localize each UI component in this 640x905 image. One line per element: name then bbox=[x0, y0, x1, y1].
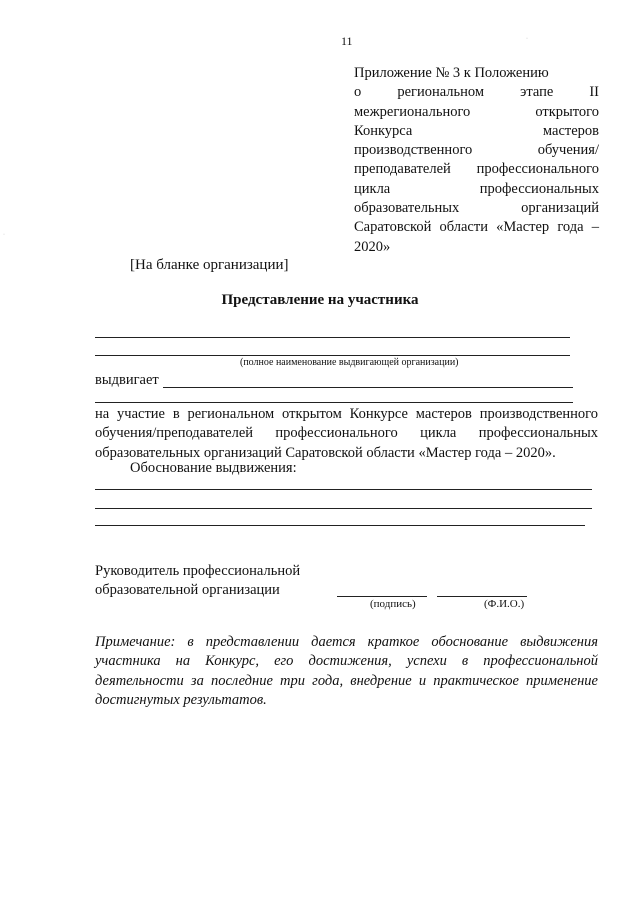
justification-line-1 bbox=[95, 489, 592, 490]
annex-line: 2020» bbox=[354, 238, 391, 255]
justification-line-2 bbox=[95, 508, 592, 509]
org-name-line-1 bbox=[95, 337, 570, 338]
document-title: Представление на участника bbox=[221, 292, 419, 308]
signature-caption: (подпись) bbox=[370, 598, 416, 610]
note-line: деятельности за последние три года, внедрение и практическое применение bbox=[95, 672, 598, 689]
annex-line: о региональном этапе II bbox=[354, 84, 599, 101]
note bbox=[95, 633, 598, 710]
scan-mark-side: · bbox=[3, 232, 5, 238]
nominee-line-2 bbox=[95, 402, 573, 403]
org-name-caption: (полное наименование выдвигающей организации) bbox=[240, 357, 459, 368]
participation-paragraph bbox=[95, 405, 598, 463]
annex-header bbox=[354, 64, 599, 257]
paragraph-line: обучения/преподавателей профессионального цикла профессиональных bbox=[95, 425, 598, 442]
justification-label: Обоснование выдвижения: bbox=[130, 460, 297, 476]
fio-line bbox=[437, 596, 527, 597]
nominee-line-1 bbox=[163, 387, 573, 388]
annex-line: межрегионального открытого bbox=[354, 103, 599, 120]
annex-line: Конкурса мастеров bbox=[354, 122, 599, 139]
note-line: Примечание: в представлении дается краткое обоснование выдвижения bbox=[95, 634, 598, 650]
page-number: 11 bbox=[341, 34, 353, 48]
annex-line: образовательных организаций bbox=[354, 200, 599, 217]
scan-mark: · bbox=[526, 36, 528, 42]
note-line: достигнутых результатов. bbox=[95, 691, 267, 708]
fio-caption: (Ф.И.О.) bbox=[484, 598, 525, 610]
head-line: образовательной организации bbox=[95, 582, 280, 599]
note-line: участника на Конкурс, его достижения, успехи в профессиональной bbox=[95, 653, 598, 670]
annex-line: преподавателей профессионального bbox=[354, 161, 599, 178]
nominates-label: выдвигает bbox=[95, 372, 159, 388]
letterhead-note: [На бланке организации] bbox=[130, 257, 289, 273]
annex-line: цикла профессиональных bbox=[354, 180, 599, 197]
annex-line: Приложение № 3 к Положению bbox=[354, 65, 549, 81]
paragraph-line: на участие в региональном открытом Конкурсе мастеров производственного bbox=[95, 406, 598, 422]
signature-line bbox=[337, 596, 427, 597]
org-name-line-2 bbox=[95, 355, 570, 356]
paragraph-line: образовательных организаций Саратовской области «Мастер года – 2020». bbox=[95, 444, 556, 461]
justification-line-3 bbox=[95, 525, 585, 526]
head-line: Руководитель профессиональной bbox=[95, 563, 301, 579]
annex-line: производственного обучения/ bbox=[354, 142, 599, 159]
head-of-organization bbox=[95, 562, 300, 601]
annex-line: Саратовской области «Мастер года – bbox=[354, 219, 599, 236]
